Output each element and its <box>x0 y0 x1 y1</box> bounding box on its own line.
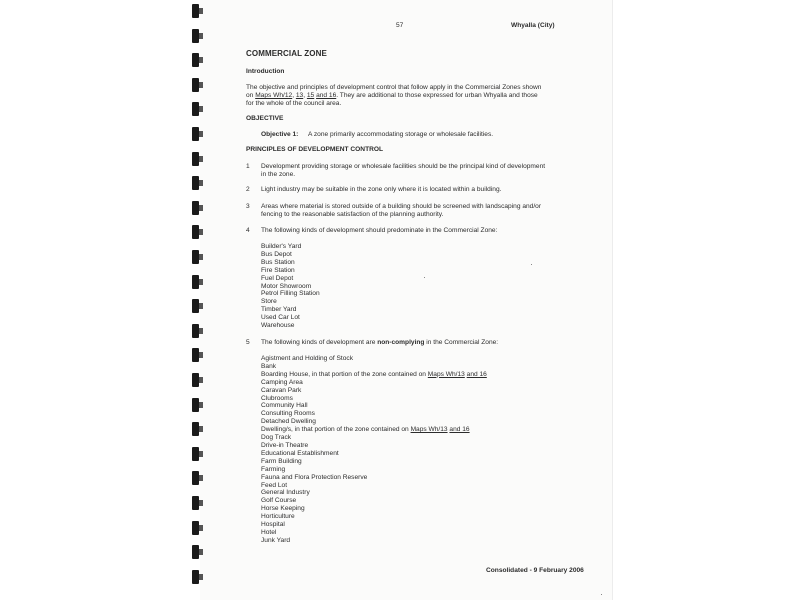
list-item: Fuel Depot <box>261 274 294 282</box>
list-item: Builder's Yard <box>261 243 302 250</box>
intro-on: on <box>246 92 254 99</box>
principle-5-prefix: The following kinds of development are <box>261 339 378 346</box>
list-item: Used Car Lot <box>261 314 300 322</box>
binding-ring <box>192 78 199 92</box>
list-item: Dog Track <box>261 434 292 442</box>
list-item: Horticulture <box>261 513 295 521</box>
list-item: Community Hall <box>261 402 308 410</box>
intro-suffix: . They are additional to those expressed for urban Whyalla and those <box>336 92 538 99</box>
principle-1-line-2: in the zone. <box>261 171 296 178</box>
list-item: Fauna and Flora Protection Reserve <box>261 473 368 481</box>
list-item: Camping Area <box>261 378 303 386</box>
binding-ring <box>192 348 199 362</box>
list-item: Bus Depot <box>261 250 292 258</box>
list-item: Farming <box>261 465 286 473</box>
map-link-13[interactable]: 13 <box>295 92 304 99</box>
binding-ring <box>192 53 199 67</box>
binding-ring <box>192 373 199 387</box>
binding-ring <box>192 225 199 239</box>
list-item: Motor Showroom <box>261 282 312 290</box>
list-item: Consulting Rooms <box>261 410 315 418</box>
list-item: Detached Dwelling <box>261 418 316 426</box>
principle-3-line-2: fencing to the reasonable satisfaction of the planning authority. <box>261 211 444 218</box>
list-item: Caravan Park <box>261 386 302 394</box>
list-item: Store <box>261 298 277 306</box>
binding-ring <box>192 447 199 461</box>
list-item: Petrol Filling Station <box>261 290 320 298</box>
binding-ring <box>192 29 199 43</box>
list-item: Hotel <box>261 528 277 536</box>
binding-ring <box>192 398 199 412</box>
principle-2-line-1: Light industry may be suitable in the zone only where it is located within a building. <box>261 186 502 193</box>
map-link-16[interactable]: and 16 <box>466 370 487 378</box>
page-number: 57 <box>396 22 404 29</box>
map-link-wh13[interactable]: Maps Wh/13 <box>410 426 448 434</box>
objective-heading: OBJECTIVE <box>246 115 284 122</box>
list-item: Hospital <box>261 521 285 529</box>
non-complying-label: non-complying <box>377 339 425 346</box>
binding-ring <box>192 496 199 510</box>
map-link-16[interactable]: and 16 <box>449 426 470 434</box>
map-link-wh13[interactable]: Maps Wh/13 <box>427 370 465 378</box>
principle-1-line-1: Development providing storage or wholesale facilities should be the principal kind of development <box>261 163 546 170</box>
binding-ring <box>192 299 199 313</box>
list-item: Educational Establishment <box>261 449 339 457</box>
binding-ring <box>192 545 199 559</box>
list-item: Bank <box>261 362 277 370</box>
objective-label: Objective 1: <box>261 131 299 138</box>
binding-ring <box>192 4 199 18</box>
map-link-16[interactable]: and 16 <box>316 92 337 99</box>
principle-4-line-1: The following kinds of development should predominate in the Commercial Zone: <box>261 227 498 234</box>
introduction-heading: Introduction <box>246 68 285 75</box>
binding-ring <box>192 422 199 436</box>
principle-5-number: 5 <box>246 339 250 346</box>
list-item: Golf Course <box>261 497 297 505</box>
map-link-wh12[interactable]: Maps Wh/12 <box>255 92 293 99</box>
list-item: Fire Station <box>261 266 295 274</box>
principles-heading: PRINCIPLES OF DEVELOPMENT CONTROL <box>246 146 384 153</box>
consolidated-date: Consolidated - 9 February 2006 <box>486 567 584 574</box>
principle-5-line-1 <box>261 339 498 347</box>
objective-text: A zone primarily accommodating storage or wholesale facilities. <box>308 131 494 138</box>
scan-speck <box>531 264 532 265</box>
scan-speck <box>601 594 602 595</box>
binding-ring <box>192 152 199 166</box>
binding-ring <box>192 521 199 535</box>
list-item: Feed Lot <box>261 481 288 489</box>
list-item: Timber Yard <box>261 306 297 314</box>
header-city: Whyalla (City) <box>511 22 555 29</box>
noncomplying-list <box>261 355 487 545</box>
list-item: Junk Yard <box>261 536 291 544</box>
list-item: Farm Building <box>261 457 302 465</box>
binding-ring <box>192 275 199 289</box>
binding-ring <box>192 176 199 190</box>
principle-2-number: 2 <box>246 186 250 193</box>
list-item: Clubrooms <box>261 394 293 402</box>
page-title: COMMERCIAL ZONE <box>246 49 327 58</box>
binding-ring <box>192 201 199 215</box>
principle-5-suffix: in the Commercial Zone: <box>424 339 499 346</box>
list-item: Horse Keeping <box>261 505 305 513</box>
spiral-binding <box>192 0 206 600</box>
principle-3-number: 3 <box>246 203 250 210</box>
binding-ring <box>192 570 199 584</box>
binding-ring <box>192 471 199 485</box>
binding-ring <box>192 250 199 264</box>
binding-ring <box>192 127 199 141</box>
map-link-15[interactable]: 15 <box>306 92 315 99</box>
list-item <box>261 426 487 434</box>
list-item: Warehouse <box>261 322 295 330</box>
list-item: Bus Station <box>261 258 295 266</box>
list-item: Drive-in Theatre <box>261 441 309 449</box>
list-item: Agistment and Holding of Stock <box>261 355 353 362</box>
introduction-line-3: for the whole of the council area. <box>246 100 342 107</box>
list-item: General Industry <box>261 489 310 497</box>
binding-ring <box>192 102 199 116</box>
predominant-list <box>261 243 320 330</box>
introduction-line-2: on Maps Wh/12, 13, 15 and 16. They are additional to those expressed for urban Whyalla and those <box>246 92 538 99</box>
list-item <box>261 371 487 379</box>
dwelling-text: Dwelling/s, in that portion of the zone contained on <box>261 426 411 434</box>
binding-ring <box>192 324 199 338</box>
scan-speck <box>424 277 425 278</box>
boarding-house-text: Boarding House, in that portion of the zone contained on <box>261 370 428 378</box>
introduction-line-1: The objective and principles of development control that follow apply in the Commercial Zones shown <box>246 84 542 91</box>
principle-1-number: 1 <box>246 163 250 170</box>
principle-4-number: 4 <box>246 227 250 234</box>
principle-3-line-1: Areas where material is stored outside of a building should be screened with landscaping and/or <box>261 203 542 210</box>
